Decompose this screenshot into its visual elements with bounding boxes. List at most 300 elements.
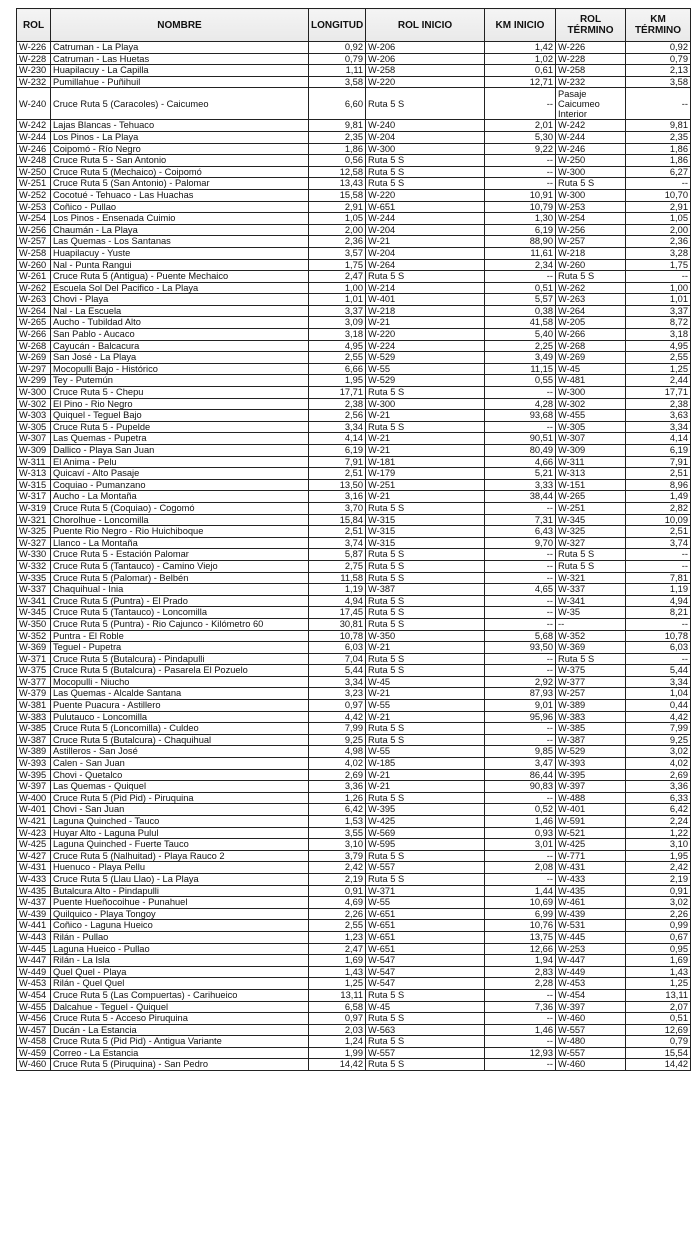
table-row — [17, 966, 691, 978]
table-row — [17, 1001, 691, 1013]
cell-km-inicio: -- — [485, 178, 556, 190]
cell-rol-inicio: W-21 — [366, 236, 485, 248]
table-row — [17, 839, 691, 851]
cell-rol-termino: W-395 — [556, 769, 626, 781]
table-row — [17, 1024, 691, 1036]
table-row — [17, 618, 691, 630]
cell-nombre: Las Quemas - Alcalde Santana — [51, 688, 309, 700]
cell-longitud: 5,87 — [309, 549, 366, 561]
cell-nombre: Astilleros - San José — [51, 746, 309, 758]
cell-rol-termino: W-232 — [556, 76, 626, 88]
cell-rol-inicio: Ruta 5 S — [366, 166, 485, 178]
cell-nombre: Nal - Punta Rangui — [51, 259, 309, 271]
cell-longitud: 1,24 — [309, 1036, 366, 1048]
cell-rol: W-389 — [17, 746, 51, 758]
cell-longitud: 2,26 — [309, 908, 366, 920]
cell-km-termino: 0,44 — [626, 700, 691, 712]
cell-rol: W-341 — [17, 595, 51, 607]
cell-km-termino: 6,27 — [626, 166, 691, 178]
cell-km-inicio: 87,93 — [485, 688, 556, 700]
cell-rol: W-435 — [17, 885, 51, 897]
cell-rol: W-251 — [17, 178, 51, 190]
cell-km-termino: 2,38 — [626, 398, 691, 410]
cell-km-inicio: 3,33 — [485, 479, 556, 491]
cell-km-termino: 6,42 — [626, 804, 691, 816]
cell-rol: W-240 — [17, 88, 51, 120]
cell-rol-inicio: W-547 — [366, 966, 485, 978]
cell-rol: W-319 — [17, 502, 51, 514]
cell-rol: W-325 — [17, 526, 51, 538]
cell-rol-inicio: Ruta 5 S — [366, 734, 485, 746]
cell-rol: W-371 — [17, 653, 51, 665]
cell-km-inicio: 90,83 — [485, 781, 556, 793]
cell-km-inicio: 9,01 — [485, 700, 556, 712]
table-row — [17, 642, 691, 654]
cell-longitud: 13,11 — [309, 989, 366, 1001]
cell-km-inicio: -- — [485, 734, 556, 746]
cell-rol-inicio: W-569 — [366, 827, 485, 839]
cell-rol-inicio: W-220 — [366, 329, 485, 341]
cell-nombre: Cruce Ruta 5 (Puntra) - Rio Cajunco - Kilómetro 60 — [51, 618, 309, 630]
cell-rol: W-332 — [17, 560, 51, 572]
cell-km-termino: 6,03 — [626, 642, 691, 654]
cell-nombre: Cruce Ruta 5 (Pid Pid) - Piruquina — [51, 792, 309, 804]
cell-nombre: Dalcahue - Teguel - Quiquel — [51, 1001, 309, 1013]
cell-km-inicio: 95,96 — [485, 711, 556, 723]
cell-km-termino: 8,96 — [626, 479, 691, 491]
cell-rol: W-327 — [17, 537, 51, 549]
table-row — [17, 42, 691, 54]
cell-rol-inicio: W-21 — [366, 433, 485, 445]
cell-rol-inicio: Ruta 5 S — [366, 850, 485, 862]
cell-rol-inicio: W-181 — [366, 456, 485, 468]
cell-rol: W-377 — [17, 676, 51, 688]
cell-km-termino: 6,19 — [626, 445, 691, 457]
cell-km-inicio: 1,44 — [485, 885, 556, 897]
cell-km-inicio: 3,01 — [485, 839, 556, 851]
cell-longitud: 2,56 — [309, 410, 366, 422]
cell-rol-inicio: W-214 — [366, 282, 485, 294]
cell-km-inicio: 2,01 — [485, 120, 556, 132]
cell-rol-termino: W-253 — [556, 943, 626, 955]
cell-km-inicio: 1,02 — [485, 53, 556, 65]
header-rol: ROL — [17, 9, 51, 42]
cell-km-inicio: -- — [485, 607, 556, 619]
cell-longitud: 6,58 — [309, 1001, 366, 1013]
cell-rol-inicio: W-179 — [366, 468, 485, 480]
header-longitud: LONGITUD — [309, 9, 366, 42]
cell-rol: W-261 — [17, 271, 51, 283]
cell-longitud: 3,10 — [309, 839, 366, 851]
cell-km-inicio: 11,15 — [485, 363, 556, 375]
cell-rol-termino: W-266 — [556, 329, 626, 341]
cell-rol-termino: W-300 — [556, 166, 626, 178]
cell-km-termino: 4,42 — [626, 711, 691, 723]
cell-rol-inicio: Ruta 5 S — [366, 607, 485, 619]
cell-rol-inicio: Ruta 5 S — [366, 1036, 485, 1048]
cell-rol: W-313 — [17, 468, 51, 480]
cell-nombre: Huenuco - Playa Pellu — [51, 862, 309, 874]
table-row — [17, 584, 691, 596]
cell-nombre: Dallico - Playa San Juan — [51, 445, 309, 457]
cell-rol-termino: W-268 — [556, 340, 626, 352]
cell-rol-inicio: W-45 — [366, 1001, 485, 1013]
cell-km-termino: 0,67 — [626, 931, 691, 943]
table-row — [17, 479, 691, 491]
cell-km-inicio: 9,85 — [485, 746, 556, 758]
cell-rol-inicio: W-21 — [366, 711, 485, 723]
cell-km-termino: 2,44 — [626, 375, 691, 387]
cell-km-inicio: 93,68 — [485, 410, 556, 422]
cell-rol-inicio: W-547 — [366, 955, 485, 967]
table-row — [17, 526, 691, 538]
cell-rol-inicio: W-401 — [366, 294, 485, 306]
cell-km-termino: -- — [626, 653, 691, 665]
cell-rol-inicio: W-651 — [366, 931, 485, 943]
cell-longitud: 4,42 — [309, 711, 366, 723]
table-row — [17, 734, 691, 746]
cell-rol-termino: W-341 — [556, 595, 626, 607]
cell-km-inicio: 5,40 — [485, 329, 556, 341]
cell-longitud: 3,74 — [309, 537, 366, 549]
cell-km-inicio: 4,66 — [485, 456, 556, 468]
cell-longitud: 0,97 — [309, 1013, 366, 1025]
cell-longitud: 1,11 — [309, 65, 366, 77]
cell-longitud: 3,34 — [309, 421, 366, 433]
cell-nombre: Cruce Ruta 5 (Coquiao) - Cogomó — [51, 502, 309, 514]
cell-km-inicio: 7,31 — [485, 514, 556, 526]
cell-km-termino: 1,43 — [626, 966, 691, 978]
cell-nombre: Cocotué - Tehuaco - Las Huachas — [51, 189, 309, 201]
cell-km-termino: 1,69 — [626, 955, 691, 967]
cell-rol-inicio: W-251 — [366, 479, 485, 491]
cell-nombre: Huapilacuy - La Capilla — [51, 65, 309, 77]
cell-rol-inicio: W-387 — [366, 584, 485, 596]
cell-longitud: 1,26 — [309, 792, 366, 804]
cell-rol-termino: W-401 — [556, 804, 626, 816]
cell-km-termino: 1,25 — [626, 363, 691, 375]
cell-rol-termino: W-254 — [556, 213, 626, 225]
cell-km-inicio: -- — [485, 850, 556, 862]
cell-rol: W-262 — [17, 282, 51, 294]
cell-longitud: 2,51 — [309, 468, 366, 480]
cell-rol-inicio: Ruta 5 S — [366, 1059, 485, 1071]
cell-km-inicio: 6,19 — [485, 224, 556, 236]
cell-nombre: Puntra - El Roble — [51, 630, 309, 642]
cell-rol-inicio: W-55 — [366, 746, 485, 758]
cell-rol-termino: W-313 — [556, 468, 626, 480]
cell-rol: W-458 — [17, 1036, 51, 1048]
cell-rol-termino: W-488 — [556, 792, 626, 804]
cell-rol: W-423 — [17, 827, 51, 839]
cell-nombre: Cruce Ruta 5 (Butalcura) - Pindapulli — [51, 653, 309, 665]
cell-longitud: 13,50 — [309, 479, 366, 491]
table-row — [17, 143, 691, 155]
cell-rol: W-305 — [17, 421, 51, 433]
cell-longitud: 4,69 — [309, 897, 366, 909]
cell-nombre: Puente Puacura - Astillero — [51, 700, 309, 712]
cell-km-inicio: 2,08 — [485, 862, 556, 874]
cell-rol-inicio: W-224 — [366, 340, 485, 352]
cell-km-inicio: 6,99 — [485, 908, 556, 920]
cell-km-inicio: 1,94 — [485, 955, 556, 967]
cell-km-inicio: 3,49 — [485, 352, 556, 364]
cell-rol-termino: W-345 — [556, 514, 626, 526]
table-row — [17, 294, 691, 306]
table-row — [17, 850, 691, 862]
cell-km-inicio: 2,28 — [485, 978, 556, 990]
cell-rol-termino: W-300 — [556, 387, 626, 399]
cell-longitud: 1,53 — [309, 816, 366, 828]
cell-longitud: 2,00 — [309, 224, 366, 236]
cell-nombre: Cruce Ruta 5 (Tantauco) - Loncomilla — [51, 607, 309, 619]
table-row — [17, 989, 691, 1001]
cell-rol-inicio: W-21 — [366, 410, 485, 422]
cell-longitud: 2,42 — [309, 862, 366, 874]
cell-rol-termino: Pasaje Caicumeo Interior — [556, 88, 626, 120]
cell-rol-termino: W-449 — [556, 966, 626, 978]
cell-rol-inicio: Ruta 5 S — [366, 178, 485, 190]
cell-rol-termino: W-228 — [556, 53, 626, 65]
table-row — [17, 88, 691, 120]
cell-rol: W-228 — [17, 53, 51, 65]
cell-rol-termino: W-311 — [556, 456, 626, 468]
cell-nombre: Butalcura Alto - Pindapulli — [51, 885, 309, 897]
cell-rol: W-460 — [17, 1059, 51, 1071]
cell-longitud: 3,23 — [309, 688, 366, 700]
cell-rol-termino: W-455 — [556, 410, 626, 422]
cell-longitud: 1,23 — [309, 931, 366, 943]
cell-rol: W-253 — [17, 201, 51, 213]
cell-nombre: Quiquel - Teguel Bajo — [51, 410, 309, 422]
cell-rol-termino: W-327 — [556, 537, 626, 549]
table-body — [17, 42, 691, 1071]
cell-km-termino: 8,21 — [626, 607, 691, 619]
cell-km-termino: 2,82 — [626, 502, 691, 514]
cell-nombre: Quel Quel - Playa — [51, 966, 309, 978]
cell-rol: W-266 — [17, 329, 51, 341]
cell-km-inicio: 9,22 — [485, 143, 556, 155]
header-km-termino: KM TÉRMINO — [626, 9, 691, 42]
cell-km-inicio: 0,38 — [485, 305, 556, 317]
cell-km-inicio: 5,21 — [485, 468, 556, 480]
cell-longitud: 0,79 — [309, 53, 366, 65]
cell-nombre: Cruce Ruta 5 (Pid Pid) - Antigua Variante — [51, 1036, 309, 1048]
cell-rol-termino: W-557 — [556, 1047, 626, 1059]
cell-longitud: 6,60 — [309, 88, 366, 120]
table-header — [17, 9, 691, 42]
cell-rol: W-315 — [17, 479, 51, 491]
cell-rol-inicio: W-220 — [366, 76, 485, 88]
cell-longitud: 1,75 — [309, 259, 366, 271]
cell-longitud: 2,91 — [309, 201, 366, 213]
cell-km-inicio: -- — [485, 653, 556, 665]
cell-rol: W-421 — [17, 816, 51, 828]
cell-rol-inicio: W-300 — [366, 143, 485, 155]
cell-nombre: Coñico - Pullao — [51, 201, 309, 213]
cell-km-termino: -- — [626, 549, 691, 561]
cell-nombre: Chaumán - La Playa — [51, 224, 309, 236]
cell-rol: W-330 — [17, 549, 51, 561]
cell-rol-inicio: Ruta 5 S — [366, 421, 485, 433]
cell-rol: W-337 — [17, 584, 51, 596]
cell-km-inicio: -- — [485, 595, 556, 607]
cell-km-inicio: 93,50 — [485, 642, 556, 654]
cell-nombre: Chovi - Playa — [51, 294, 309, 306]
table-row — [17, 560, 691, 572]
cell-longitud: 0,92 — [309, 42, 366, 54]
cell-rol-inicio: W-395 — [366, 804, 485, 816]
cell-rol-termino: W-256 — [556, 224, 626, 236]
cell-km-inicio: -- — [485, 421, 556, 433]
cell-longitud: 3,37 — [309, 305, 366, 317]
cell-km-inicio: 7,36 — [485, 1001, 556, 1013]
table-row — [17, 456, 691, 468]
table-row — [17, 445, 691, 457]
table-row — [17, 65, 691, 77]
cell-km-termino: 2,51 — [626, 468, 691, 480]
cell-km-termino: 17,71 — [626, 387, 691, 399]
cell-rol: W-431 — [17, 862, 51, 874]
cell-km-termino: 1,22 — [626, 827, 691, 839]
cell-longitud: 4,02 — [309, 758, 366, 770]
cell-rol-inicio: Ruta 5 S — [366, 595, 485, 607]
cell-nombre: Laguna Hueico - Pullao — [51, 943, 309, 955]
cell-nombre: Pulutauco - Loncomilla — [51, 711, 309, 723]
cell-km-inicio: 2,25 — [485, 340, 556, 352]
cell-km-inicio: 0,51 — [485, 282, 556, 294]
cell-longitud: 1,01 — [309, 294, 366, 306]
cell-rol-termino: W-251 — [556, 502, 626, 514]
cell-km-termino: 2,26 — [626, 908, 691, 920]
cell-rol-inicio: W-651 — [366, 908, 485, 920]
cell-rol-inicio: W-21 — [366, 491, 485, 503]
table-row — [17, 514, 691, 526]
cell-km-inicio: 3,47 — [485, 758, 556, 770]
cell-rol-termino: W-435 — [556, 885, 626, 897]
cell-longitud: 2,35 — [309, 131, 366, 143]
cell-nombre: Tey - Putemún — [51, 375, 309, 387]
cell-rol: W-297 — [17, 363, 51, 375]
cell-km-inicio: 12,66 — [485, 943, 556, 955]
cell-km-inicio: -- — [485, 166, 556, 178]
table-row — [17, 317, 691, 329]
cell-longitud: 2,55 — [309, 920, 366, 932]
header-km-inicio: KM INICIO — [485, 9, 556, 42]
cell-nombre: Cruce Ruta 5 (Nalhuitad) - Playa Rauco 2 — [51, 850, 309, 862]
cell-longitud: 3,36 — [309, 781, 366, 793]
cell-rol: W-242 — [17, 120, 51, 132]
cell-rol-termino: W-771 — [556, 850, 626, 862]
cell-rol-termino: W-269 — [556, 352, 626, 364]
cell-km-termino: 1,49 — [626, 491, 691, 503]
cell-rol: W-258 — [17, 247, 51, 259]
cell-rol-inicio: Ruta 5 S — [366, 873, 485, 885]
cell-rol-termino: W-300 — [556, 189, 626, 201]
cell-rol-inicio: W-55 — [366, 363, 485, 375]
cell-longitud: 0,91 — [309, 885, 366, 897]
cell-km-inicio: -- — [485, 723, 556, 735]
cell-km-termino: 2,13 — [626, 65, 691, 77]
cell-km-inicio: 1,46 — [485, 1024, 556, 1036]
cell-rol: W-381 — [17, 700, 51, 712]
table-row — [17, 120, 691, 132]
cell-rol-inicio: Ruta 5 S — [366, 989, 485, 1001]
cell-nombre: San José - La Playa — [51, 352, 309, 364]
cell-km-inicio: -- — [485, 1036, 556, 1048]
table-row — [17, 920, 691, 932]
cell-rol-termino: W-433 — [556, 873, 626, 885]
cell-rol: W-335 — [17, 572, 51, 584]
cell-nombre: Cruce Ruta 5 (Loncomilla) - Culdeo — [51, 723, 309, 735]
cell-rol-inicio: W-244 — [366, 213, 485, 225]
table-row — [17, 862, 691, 874]
cell-rol: W-268 — [17, 340, 51, 352]
cell-nombre: Chorolhue - Loncomilla — [51, 514, 309, 526]
cell-longitud: 5,44 — [309, 665, 366, 677]
cell-km-termino: 1,25 — [626, 978, 691, 990]
cell-rol: W-265 — [17, 317, 51, 329]
cell-rol-inicio: W-264 — [366, 259, 485, 271]
roads-table-page — [16, 8, 690, 1071]
cell-rol: W-252 — [17, 189, 51, 201]
cell-km-termino: -- — [626, 271, 691, 283]
header-row — [17, 9, 691, 42]
table-row — [17, 955, 691, 967]
table-row — [17, 746, 691, 758]
cell-rol-inicio: W-218 — [366, 305, 485, 317]
cell-km-termino: 8,72 — [626, 317, 691, 329]
cell-rol: W-453 — [17, 978, 51, 990]
cell-nombre: Rilán - Quel Quel — [51, 978, 309, 990]
cell-rol-inicio: W-315 — [366, 514, 485, 526]
cell-nombre: Cruce Ruta 5 (Palomar) - Belbén — [51, 572, 309, 584]
cell-rol-termino: W-151 — [556, 479, 626, 491]
cell-longitud: 2,47 — [309, 943, 366, 955]
table-row — [17, 1059, 691, 1071]
cell-rol-termino: W-352 — [556, 630, 626, 642]
table-row — [17, 305, 691, 317]
cell-rol-inicio: W-315 — [366, 537, 485, 549]
cell-rol: W-401 — [17, 804, 51, 816]
cell-km-termino: 3,58 — [626, 76, 691, 88]
cell-longitud: 7,91 — [309, 456, 366, 468]
table-row — [17, 943, 691, 955]
cell-rol-termino: Ruta 5 S — [556, 549, 626, 561]
table-row — [17, 572, 691, 584]
cell-km-inicio: 41,58 — [485, 317, 556, 329]
cell-longitud: 9,25 — [309, 734, 366, 746]
cell-nombre: Los Pinos - Ensenada Cuimio — [51, 213, 309, 225]
cell-km-inicio: 2,83 — [485, 966, 556, 978]
table-row — [17, 688, 691, 700]
cell-km-termino: 12,69 — [626, 1024, 691, 1036]
cell-rol-termino: W-263 — [556, 294, 626, 306]
cell-rol-inicio: Ruta 5 S — [366, 1013, 485, 1025]
cell-nombre: Correo - La Estancia — [51, 1047, 309, 1059]
cell-longitud: 6,66 — [309, 363, 366, 375]
table-row — [17, 549, 691, 561]
cell-rol-termino: W-383 — [556, 711, 626, 723]
cell-km-termino: 0,92 — [626, 42, 691, 54]
cell-km-inicio: -- — [485, 387, 556, 399]
cell-km-termino: 1,86 — [626, 143, 691, 155]
cell-nombre: Cruce Ruta 5 (Mechaico) - Coipomó — [51, 166, 309, 178]
cell-longitud: 3,55 — [309, 827, 366, 839]
cell-rol-inicio: W-529 — [366, 375, 485, 387]
table-row — [17, 201, 691, 213]
cell-rol-termino: W-302 — [556, 398, 626, 410]
